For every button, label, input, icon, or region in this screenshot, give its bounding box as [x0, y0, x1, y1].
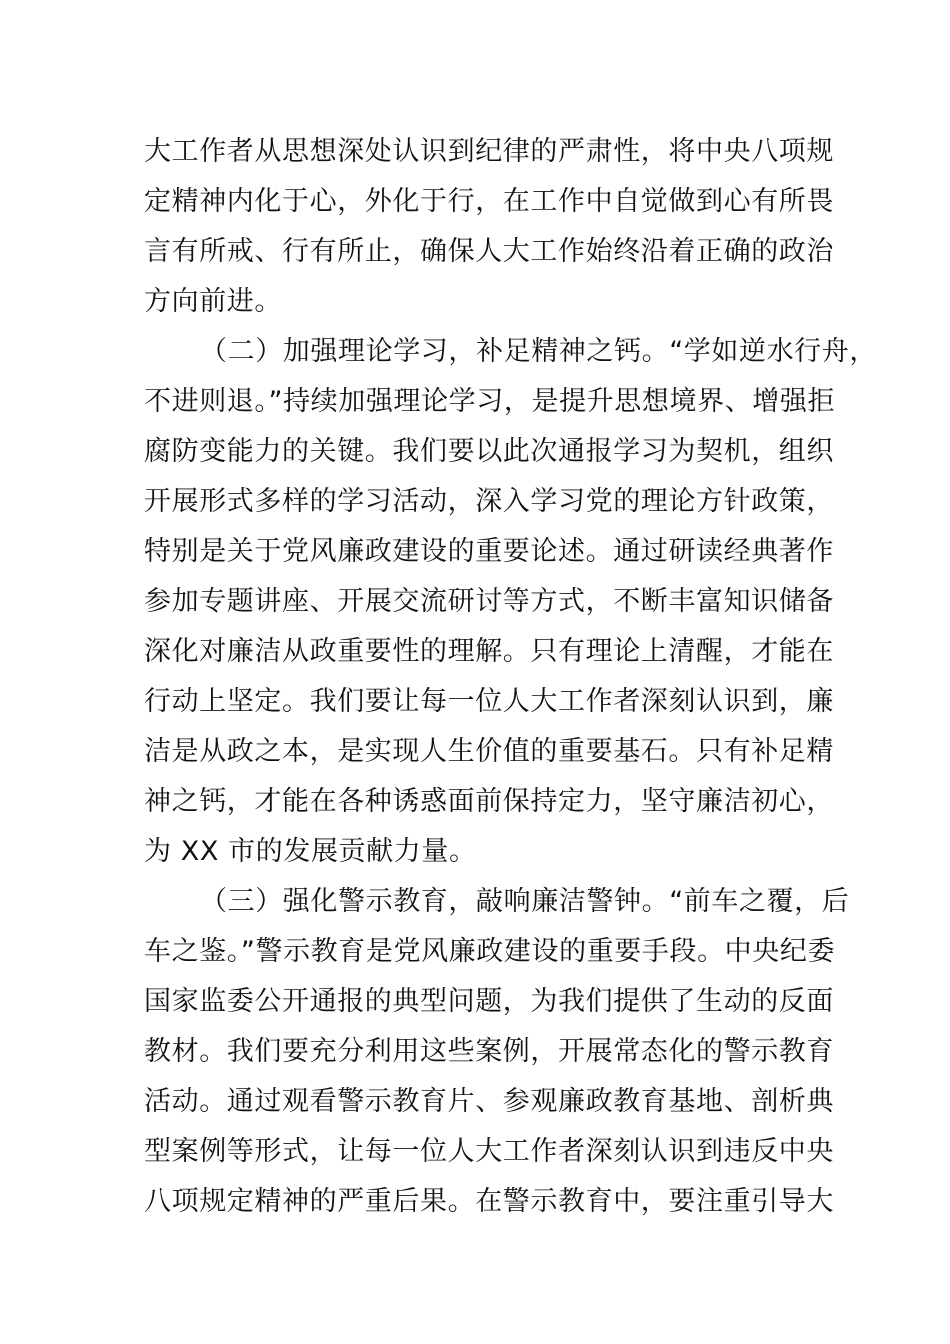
text-line: 教材。我们要充分利用这些案例，开展常态化的警示教育 — [144, 1036, 834, 1067]
text-line: 车之鉴。”警示教育是党风廉政建设的重要手段。中央纪委 — [144, 936, 836, 967]
text-line: 定精神内化于心，外化于行，在工作中自觉做到心有所畏 — [144, 186, 834, 217]
text-line: 腐防变能力的关键。我们要以此次通报学习为契机，组织 — [144, 436, 834, 467]
text-line: 言有所戒、行有所止，确保人大工作始终沿着正确的政治 — [144, 236, 834, 267]
document-body — [144, 127, 877, 1227]
text-line: 特别是关于党风廉政建设的重要论述。通过研读经典著作 — [144, 536, 834, 567]
text-line: 方向前进。 — [144, 286, 282, 317]
text-line: 大工作者从思想深处认识到纪律的严肃性，将中央八项规 — [144, 136, 834, 167]
text-line: 为 XX 市的发展贡献力量。 — [144, 836, 477, 867]
section-heading-line: （三）强化警示教育，敲响廉洁警钟。“前车之覆，后 — [200, 886, 850, 917]
text-line: 不进则退。”持续加强理论学习，是提升思想境界、增强拒 — [144, 386, 836, 417]
text-line: 参加专题讲座、开展交流研讨等方式，不断丰富知识储备 — [144, 586, 834, 617]
text-line: 国家监委公开通报的典型问题，为我们提供了生动的反面 — [144, 986, 834, 1017]
section-heading-line: （二）加强理论学习，补足精神之钙。“学如逆水行舟， — [200, 336, 877, 367]
text-line: 洁是从政之本，是实现人生价值的重要基石。只有补足精 — [144, 736, 834, 767]
text-line: 神之钙，才能在各种诱惑面前保持定力，坚守廉洁初心， — [144, 786, 834, 817]
text-line: 活动。通过观看警示教育片、参观廉政教育基地、剖析典 — [144, 1086, 834, 1117]
text-line: 八项规定精神的严重后果。在警示教育中，要注重引导大 — [144, 1186, 834, 1217]
text-line: 深化对廉洁从政重要性的理解。只有理论上清醒，才能在 — [144, 636, 834, 667]
text-line: 行动上坚定。我们要让每一位人大工作者深刻认识到，廉 — [144, 686, 834, 717]
text-line: 型案例等形式，让每一位人大工作者深刻认识到违反中央 — [144, 1136, 834, 1167]
text-line: 开展形式多样的学习活动，深入学习党的理论方针政策， — [144, 486, 834, 517]
